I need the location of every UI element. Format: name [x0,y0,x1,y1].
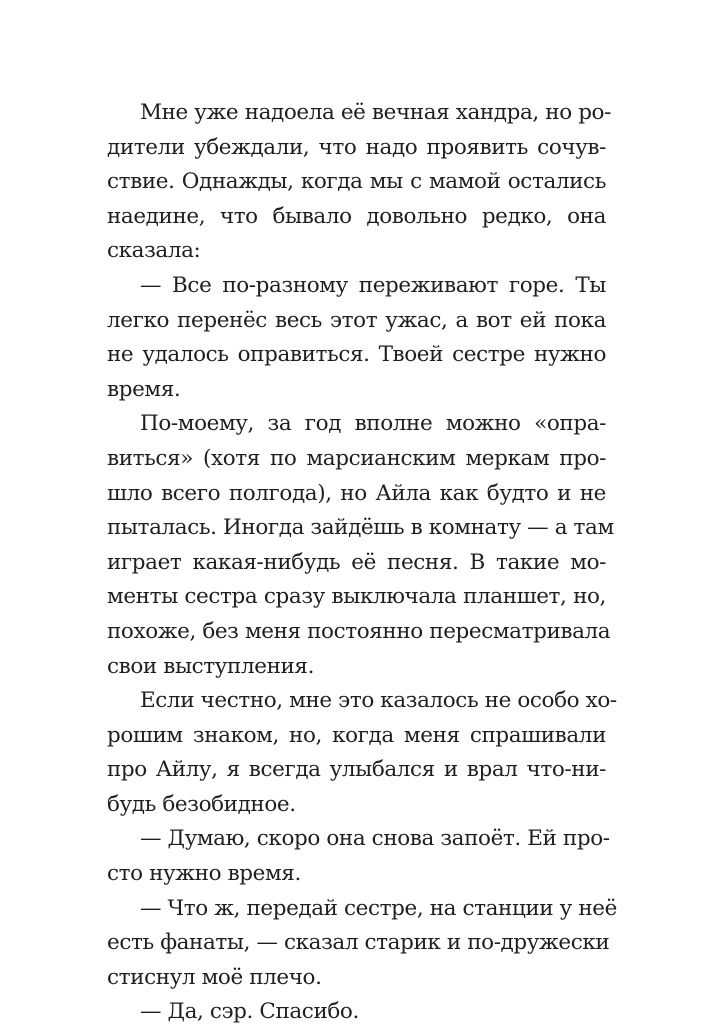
text-line: — Все по-разному переживают горе. Ты [140,272,606,298]
text-line: про Айлу, я всегда улыбался и врал что-ни- [107,757,606,783]
text-line: Мне уже надоела её вечная хандра, но ро- [140,100,611,125]
text-line: — Думаю, скоро она снова запоёт. Ей про- [140,826,610,852]
text-line: играет какая-нибудь её песня. В такие мо- [107,549,606,575]
text-line: менты сестра сразу выключала планшет, но, [107,584,606,610]
text-line: сказала: [107,238,201,264]
text-line: похоже, без меня постоянно пересматривала [107,618,611,644]
text-line: виться» (хотя по марсианским меркам про- [107,445,606,471]
text-line: стиснул моё плечо. [107,964,322,990]
text-line: Если честно, мне это казалось не особо хо- [140,688,617,714]
text-line: ствие. Однажды, когда мы с мамой остались [107,169,606,195]
text-line: — Да, сэр. Спасибо. [140,999,359,1025]
text-line: будь безобидное. [107,791,296,817]
text-line: время. [107,376,181,402]
text-line: шло всего полгода), но Айла как будто и не [107,480,606,506]
text-line: пыталась. Иногда зайдёшь в комнату — а там [107,515,614,541]
text-line: не удалось оправиться. Твоей сестре нужно [107,342,606,368]
text-line: есть фанаты, — сказал старик и по-дружески [107,930,610,956]
text-line: свои выступления. [107,653,315,679]
text-line: рошим знаком, но, когда меня спрашивали [107,722,606,748]
text-line: По-моему, за год вполне можно «опра- [140,411,606,437]
text-line: сто нужно время. [107,861,301,887]
text-line: дители убеждали, что надо проявить сочув- [107,134,606,160]
page-text [107,96,617,1030]
text-line: наедине, что бывало довольно редко, она [107,203,606,229]
text-line: — Что ж, передай сестре, на станции у неё [140,895,617,921]
text-line: легко перенёс весь этот ужас, а вот ей пока [107,307,606,333]
